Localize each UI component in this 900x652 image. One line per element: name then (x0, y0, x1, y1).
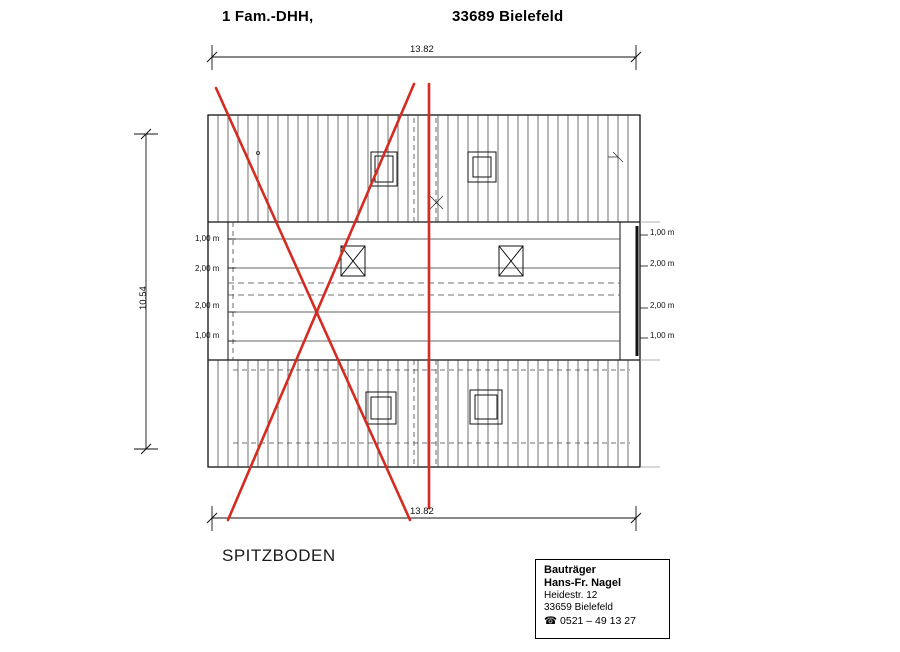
builder-line-3: Heidestr. 12 (544, 590, 598, 601)
roof-hatching-upper (218, 115, 628, 222)
left-height-label: 10.54 (138, 286, 149, 310)
window-lower-left (366, 392, 396, 424)
top-width-label: 13.82 (410, 44, 434, 55)
right-inner-dimension-ticks (640, 235, 648, 338)
left-band-label-4: 1,00 m (195, 331, 220, 340)
left-band-label-2: 2,00 m (195, 264, 220, 273)
left-band-label-1: 1,00 m (195, 234, 220, 243)
roof-hatching-lower (218, 360, 628, 467)
title-left: 1 Fam.-DHH, (222, 8, 314, 25)
right-band-label-1: 1,00 m (650, 228, 675, 237)
bottom-width-label: 13.82 (410, 506, 434, 517)
interior-dashed-lines (233, 118, 630, 464)
builder-line-1: Bauträger (544, 564, 596, 576)
middle-band-dashed-guides (228, 283, 620, 295)
right-band-label-4: 1,00 m (650, 331, 675, 340)
right-band-label-2: 2,00 m (650, 259, 675, 268)
plan-title-label: SPITZBODEN (222, 546, 336, 565)
builder-phone-row (544, 615, 663, 628)
builder-phone-number: 0521 – 49 13 27 (560, 615, 636, 627)
middle-band-guides (228, 239, 620, 341)
builder-info-box (535, 559, 670, 639)
window-upper-right (468, 152, 496, 182)
telephone-icon: ☎ (544, 615, 558, 627)
right-band-label-3: 2,00 m (650, 301, 675, 310)
left-band-label-3: 2,00 m (195, 301, 220, 310)
left-inner-dimension-ticks (228, 239, 236, 341)
shaft-left (341, 246, 365, 276)
window-lower-right (470, 390, 502, 424)
title-right: 33689 Bielefeld (452, 8, 564, 25)
builder-line-2: Hans-Fr. Nagel (544, 577, 622, 589)
shaft-right (499, 246, 523, 276)
builder-line-4: 33659 Bielefeld (544, 602, 613, 613)
